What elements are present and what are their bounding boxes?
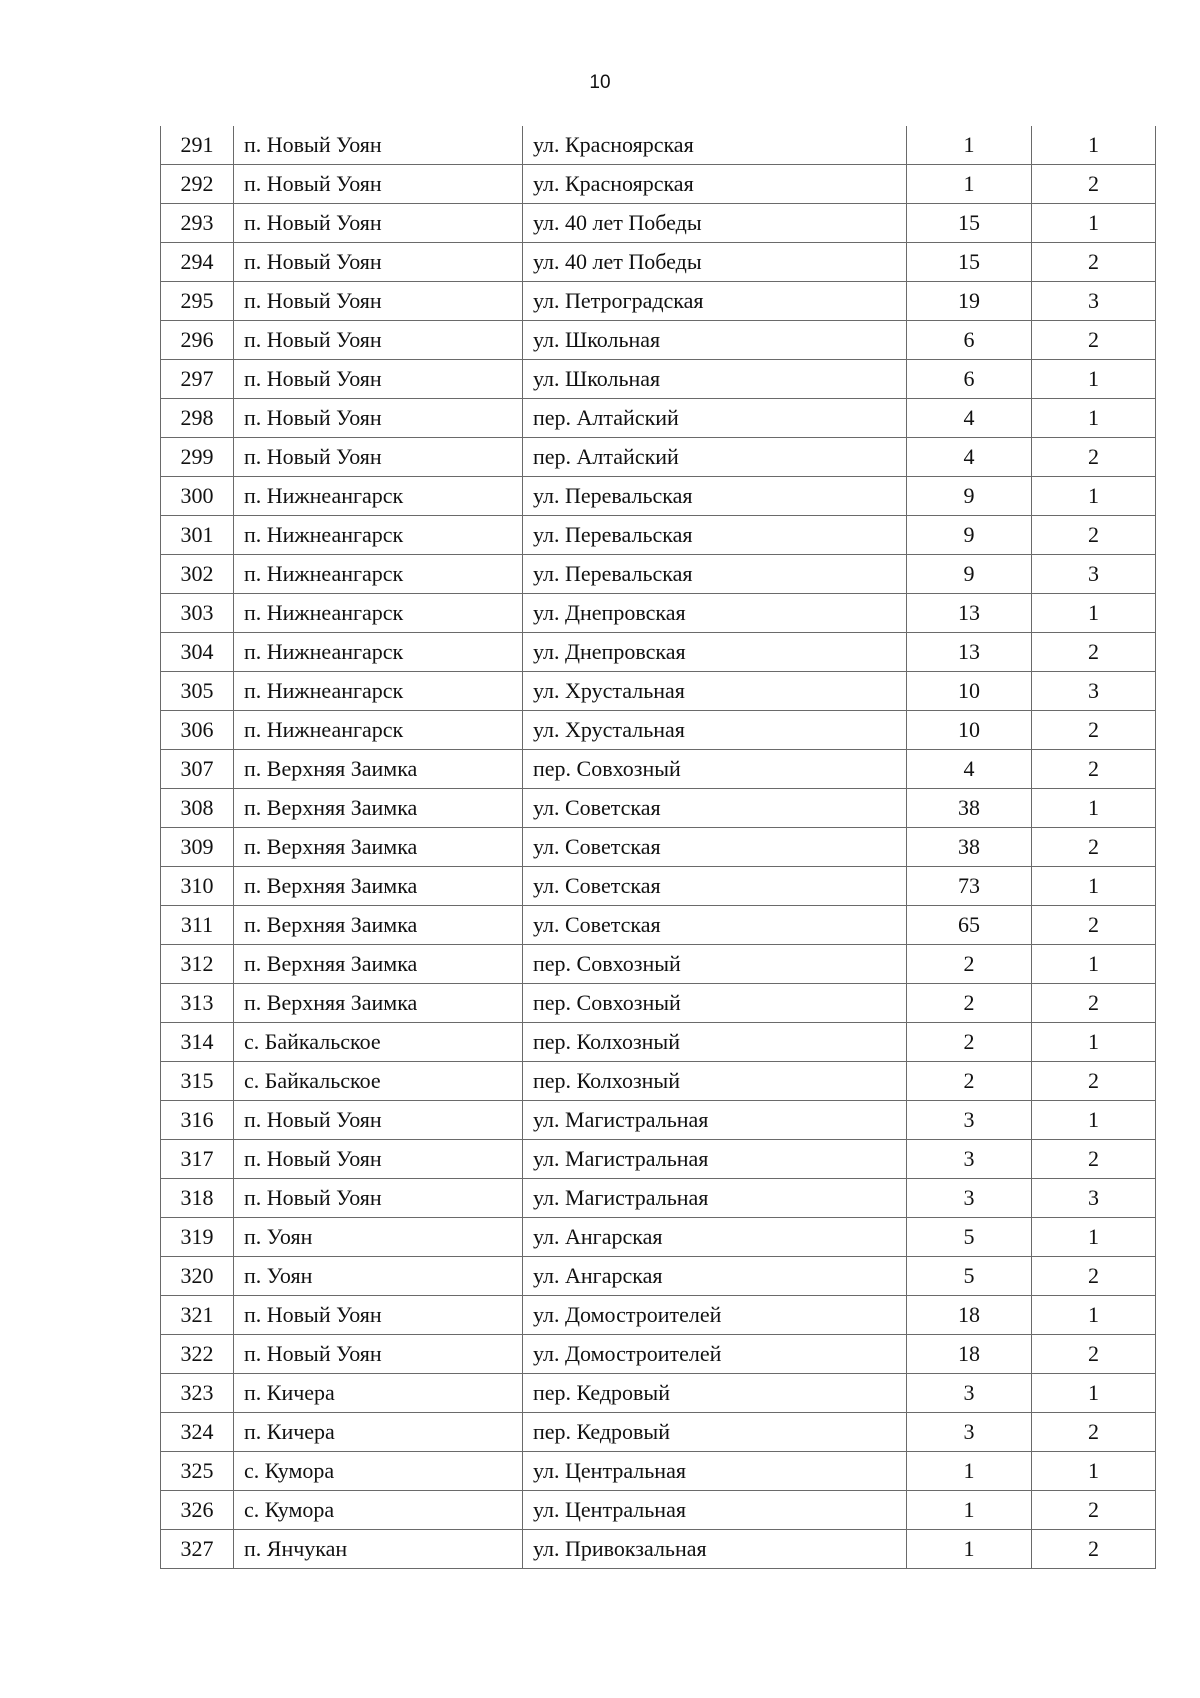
settlement-cell: п. Кичера: [234, 1374, 523, 1413]
settlement-cell: п. Кичера: [234, 1413, 523, 1452]
settlement-cell: п. Новый Уоян: [234, 1179, 523, 1218]
table-row: [161, 828, 1156, 867]
count-cell: 3: [1032, 555, 1156, 594]
house-number-cell: 9: [907, 555, 1032, 594]
house-number-cell: 1: [907, 1452, 1032, 1491]
settlement-cell: п. Новый Уоян: [234, 1335, 523, 1374]
count-cell: 2: [1032, 633, 1156, 672]
table-row: [161, 1335, 1156, 1374]
row-number-cell: 314: [161, 1023, 234, 1062]
house-number-cell: 73: [907, 867, 1032, 906]
row-number-cell: 298: [161, 399, 234, 438]
street-cell: ул. Хрустальная: [523, 672, 907, 711]
street-cell: ул. Советская: [523, 906, 907, 945]
table-row: [161, 789, 1156, 828]
table-row: [161, 204, 1156, 243]
table-row: [161, 1530, 1156, 1569]
row-number-cell: 315: [161, 1062, 234, 1101]
house-number-cell: 4: [907, 438, 1032, 477]
street-cell: пер. Алтайский: [523, 438, 907, 477]
table-row: [161, 945, 1156, 984]
table-row: [161, 126, 1156, 165]
row-number-cell: 310: [161, 867, 234, 906]
house-number-cell: 19: [907, 282, 1032, 321]
table-row: [161, 672, 1156, 711]
row-number-cell: 319: [161, 1218, 234, 1257]
house-number-cell: 1: [907, 1491, 1032, 1530]
house-number-cell: 5: [907, 1257, 1032, 1296]
house-number-cell: 15: [907, 204, 1032, 243]
count-cell: 1: [1032, 867, 1156, 906]
table-row: [161, 243, 1156, 282]
street-cell: ул. Магистральная: [523, 1140, 907, 1179]
settlement-cell: п. Верхняя Заимка: [234, 789, 523, 828]
street-cell: ул. 40 лет Победы: [523, 204, 907, 243]
settlement-cell: п. Новый Уоян: [234, 399, 523, 438]
table-row: [161, 711, 1156, 750]
count-cell: 2: [1032, 1491, 1156, 1530]
count-cell: 2: [1032, 1257, 1156, 1296]
table-row: [161, 1491, 1156, 1530]
settlement-cell: п. Нижнеангарск: [234, 594, 523, 633]
settlement-cell: п. Новый Уоян: [234, 243, 523, 282]
row-number-cell: 303: [161, 594, 234, 633]
count-cell: 2: [1032, 438, 1156, 477]
house-number-cell: 3: [907, 1374, 1032, 1413]
table-row: [161, 1296, 1156, 1335]
settlement-cell: п. Нижнеангарск: [234, 477, 523, 516]
house-number-cell: 10: [907, 711, 1032, 750]
street-cell: ул. Красноярская: [523, 126, 907, 165]
settlement-cell: п. Новый Уоян: [234, 360, 523, 399]
house-number-cell: 4: [907, 399, 1032, 438]
count-cell: 2: [1032, 321, 1156, 360]
house-number-cell: 6: [907, 360, 1032, 399]
settlement-cell: п. Новый Уоян: [234, 1140, 523, 1179]
house-number-cell: 6: [907, 321, 1032, 360]
street-cell: ул. Советская: [523, 789, 907, 828]
table-row: [161, 594, 1156, 633]
table-row: [161, 1062, 1156, 1101]
table-row: [161, 165, 1156, 204]
row-number-cell: 309: [161, 828, 234, 867]
count-cell: 1: [1032, 594, 1156, 633]
count-cell: 1: [1032, 1452, 1156, 1491]
table-row: [161, 1257, 1156, 1296]
settlement-cell: п. Верхняя Заимка: [234, 828, 523, 867]
count-cell: 3: [1032, 672, 1156, 711]
street-cell: пер. Колхозный: [523, 1023, 907, 1062]
count-cell: 1: [1032, 126, 1156, 165]
row-number-cell: 305: [161, 672, 234, 711]
street-cell: ул. Домостроителей: [523, 1296, 907, 1335]
count-cell: 2: [1032, 906, 1156, 945]
house-number-cell: 38: [907, 789, 1032, 828]
house-number-cell: 4: [907, 750, 1032, 789]
row-number-cell: 312: [161, 945, 234, 984]
street-cell: ул. 40 лет Победы: [523, 243, 907, 282]
count-cell: 2: [1032, 711, 1156, 750]
row-number-cell: 326: [161, 1491, 234, 1530]
settlement-cell: п. Нижнеангарск: [234, 633, 523, 672]
street-cell: ул. Перевальская: [523, 477, 907, 516]
street-cell: ул. Центральная: [523, 1452, 907, 1491]
street-cell: ул. Школьная: [523, 360, 907, 399]
street-cell: ул. Советская: [523, 867, 907, 906]
row-number-cell: 299: [161, 438, 234, 477]
settlement-cell: п. Уоян: [234, 1257, 523, 1296]
house-number-cell: 2: [907, 945, 1032, 984]
row-number-cell: 306: [161, 711, 234, 750]
row-number-cell: 317: [161, 1140, 234, 1179]
street-cell: ул. Ангарская: [523, 1218, 907, 1257]
house-number-cell: 38: [907, 828, 1032, 867]
house-number-cell: 3: [907, 1413, 1032, 1452]
settlement-cell: п. Новый Уоян: [234, 165, 523, 204]
row-number-cell: 323: [161, 1374, 234, 1413]
count-cell: 2: [1032, 1140, 1156, 1179]
count-cell: 1: [1032, 1023, 1156, 1062]
count-cell: 1: [1032, 1218, 1156, 1257]
table-row: [161, 867, 1156, 906]
count-cell: 1: [1032, 1374, 1156, 1413]
row-number-cell: 322: [161, 1335, 234, 1374]
house-number-cell: 2: [907, 1062, 1032, 1101]
row-number-cell: 321: [161, 1296, 234, 1335]
count-cell: 1: [1032, 1101, 1156, 1140]
house-number-cell: 1: [907, 126, 1032, 165]
row-number-cell: 304: [161, 633, 234, 672]
house-number-cell: 13: [907, 594, 1032, 633]
house-number-cell: 65: [907, 906, 1032, 945]
settlement-cell: п. Нижнеангарск: [234, 555, 523, 594]
house-number-cell: 1: [907, 1530, 1032, 1569]
street-cell: ул. Хрустальная: [523, 711, 907, 750]
settlement-cell: п. Нижнеангарск: [234, 711, 523, 750]
count-cell: 3: [1032, 1179, 1156, 1218]
count-cell: 1: [1032, 1296, 1156, 1335]
row-number-cell: 302: [161, 555, 234, 594]
count-cell: 2: [1032, 828, 1156, 867]
table-row: [161, 555, 1156, 594]
row-number-cell: 313: [161, 984, 234, 1023]
count-cell: 1: [1032, 945, 1156, 984]
row-number-cell: 293: [161, 204, 234, 243]
count-cell: 3: [1032, 282, 1156, 321]
house-number-cell: 3: [907, 1179, 1032, 1218]
street-cell: ул. Советская: [523, 828, 907, 867]
street-cell: ул. Магистральная: [523, 1101, 907, 1140]
street-cell: ул. Перевальская: [523, 516, 907, 555]
settlement-cell: п. Верхняя Заимка: [234, 750, 523, 789]
table-row: [161, 1101, 1156, 1140]
street-cell: пер. Совхозный: [523, 750, 907, 789]
house-number-cell: 2: [907, 984, 1032, 1023]
row-number-cell: 292: [161, 165, 234, 204]
table-row: [161, 1179, 1156, 1218]
count-cell: 1: [1032, 360, 1156, 399]
street-cell: пер. Совхозный: [523, 984, 907, 1023]
house-number-cell: 18: [907, 1296, 1032, 1335]
house-number-cell: 2: [907, 1023, 1032, 1062]
settlement-cell: с. Байкальское: [234, 1062, 523, 1101]
street-cell: пер. Совхозный: [523, 945, 907, 984]
registry-table: [160, 126, 1156, 1569]
row-number-cell: 296: [161, 321, 234, 360]
count-cell: 1: [1032, 789, 1156, 828]
row-number-cell: 327: [161, 1530, 234, 1569]
settlement-cell: п. Верхняя Заимка: [234, 945, 523, 984]
settlement-cell: п. Новый Уоян: [234, 1296, 523, 1335]
street-cell: пер. Кедровый: [523, 1374, 907, 1413]
house-number-cell: 1: [907, 165, 1032, 204]
row-number-cell: 301: [161, 516, 234, 555]
page-number: 10: [589, 72, 611, 93]
count-cell: 2: [1032, 1530, 1156, 1569]
settlement-cell: п. Новый Уоян: [234, 204, 523, 243]
row-number-cell: 324: [161, 1413, 234, 1452]
settlement-cell: п. Верхняя Заимка: [234, 984, 523, 1023]
table-row: [161, 1452, 1156, 1491]
street-cell: пер. Кедровый: [523, 1413, 907, 1452]
settlement-cell: п. Новый Уоян: [234, 1101, 523, 1140]
count-cell: 2: [1032, 516, 1156, 555]
table-row: [161, 1374, 1156, 1413]
street-cell: ул. Перевальская: [523, 555, 907, 594]
row-number-cell: 311: [161, 906, 234, 945]
house-number-cell: 13: [907, 633, 1032, 672]
street-cell: ул. Домостроителей: [523, 1335, 907, 1374]
settlement-cell: с. Кумора: [234, 1491, 523, 1530]
table-row: [161, 750, 1156, 789]
settlement-cell: с. Байкальское: [234, 1023, 523, 1062]
house-number-cell: 18: [907, 1335, 1032, 1374]
street-cell: ул. Школьная: [523, 321, 907, 360]
count-cell: 1: [1032, 477, 1156, 516]
row-number-cell: 325: [161, 1452, 234, 1491]
count-cell: 2: [1032, 1062, 1156, 1101]
street-cell: ул. Центральная: [523, 1491, 907, 1530]
count-cell: 2: [1032, 750, 1156, 789]
count-cell: 2: [1032, 1413, 1156, 1452]
table-row: [161, 1140, 1156, 1179]
row-number-cell: 300: [161, 477, 234, 516]
house-number-cell: 3: [907, 1101, 1032, 1140]
house-number-cell: 15: [907, 243, 1032, 282]
settlement-cell: п. Новый Уоян: [234, 282, 523, 321]
table-row: [161, 1218, 1156, 1257]
count-cell: 2: [1032, 165, 1156, 204]
count-cell: 1: [1032, 204, 1156, 243]
row-number-cell: 307: [161, 750, 234, 789]
table-row: [161, 360, 1156, 399]
settlement-cell: с. Кумора: [234, 1452, 523, 1491]
house-number-cell: 3: [907, 1140, 1032, 1179]
row-number-cell: 320: [161, 1257, 234, 1296]
table-row: [161, 906, 1156, 945]
row-number-cell: 308: [161, 789, 234, 828]
house-number-cell: 10: [907, 672, 1032, 711]
row-number-cell: 316: [161, 1101, 234, 1140]
table-row: [161, 633, 1156, 672]
settlement-cell: п. Уоян: [234, 1218, 523, 1257]
table-row: [161, 1413, 1156, 1452]
row-number-cell: 318: [161, 1179, 234, 1218]
count-cell: 2: [1032, 243, 1156, 282]
row-number-cell: 291: [161, 126, 234, 165]
house-number-cell: 5: [907, 1218, 1032, 1257]
count-cell: 1: [1032, 399, 1156, 438]
table-body: [161, 126, 1156, 1569]
count-cell: 2: [1032, 984, 1156, 1023]
settlement-cell: п. Нижнеангарск: [234, 516, 523, 555]
settlement-cell: п. Новый Уоян: [234, 126, 523, 165]
street-cell: пер. Колхозный: [523, 1062, 907, 1101]
settlement-cell: п. Новый Уоян: [234, 438, 523, 477]
street-cell: ул. Петроградская: [523, 282, 907, 321]
row-number-cell: 295: [161, 282, 234, 321]
street-cell: ул. Красноярская: [523, 165, 907, 204]
settlement-cell: п. Новый Уоян: [234, 321, 523, 360]
street-cell: ул. Привокзальная: [523, 1530, 907, 1569]
settlement-cell: п. Верхняя Заимка: [234, 867, 523, 906]
row-number-cell: 294: [161, 243, 234, 282]
table-row: [161, 477, 1156, 516]
street-cell: ул. Днепровская: [523, 633, 907, 672]
house-number-cell: 9: [907, 516, 1032, 555]
table-row: [161, 399, 1156, 438]
table-row: [161, 282, 1156, 321]
table-row: [161, 984, 1156, 1023]
row-number-cell: 297: [161, 360, 234, 399]
street-cell: ул. Ангарская: [523, 1257, 907, 1296]
street-cell: пер. Алтайский: [523, 399, 907, 438]
settlement-cell: п. Нижнеангарск: [234, 672, 523, 711]
street-cell: ул. Днепровская: [523, 594, 907, 633]
table-row: [161, 438, 1156, 477]
count-cell: 2: [1032, 1335, 1156, 1374]
house-number-cell: 9: [907, 477, 1032, 516]
table-row: [161, 1023, 1156, 1062]
street-cell: ул. Магистральная: [523, 1179, 907, 1218]
table-row: [161, 321, 1156, 360]
settlement-cell: п. Янчукан: [234, 1530, 523, 1569]
settlement-cell: п. Верхняя Заимка: [234, 906, 523, 945]
table-row: [161, 516, 1156, 555]
